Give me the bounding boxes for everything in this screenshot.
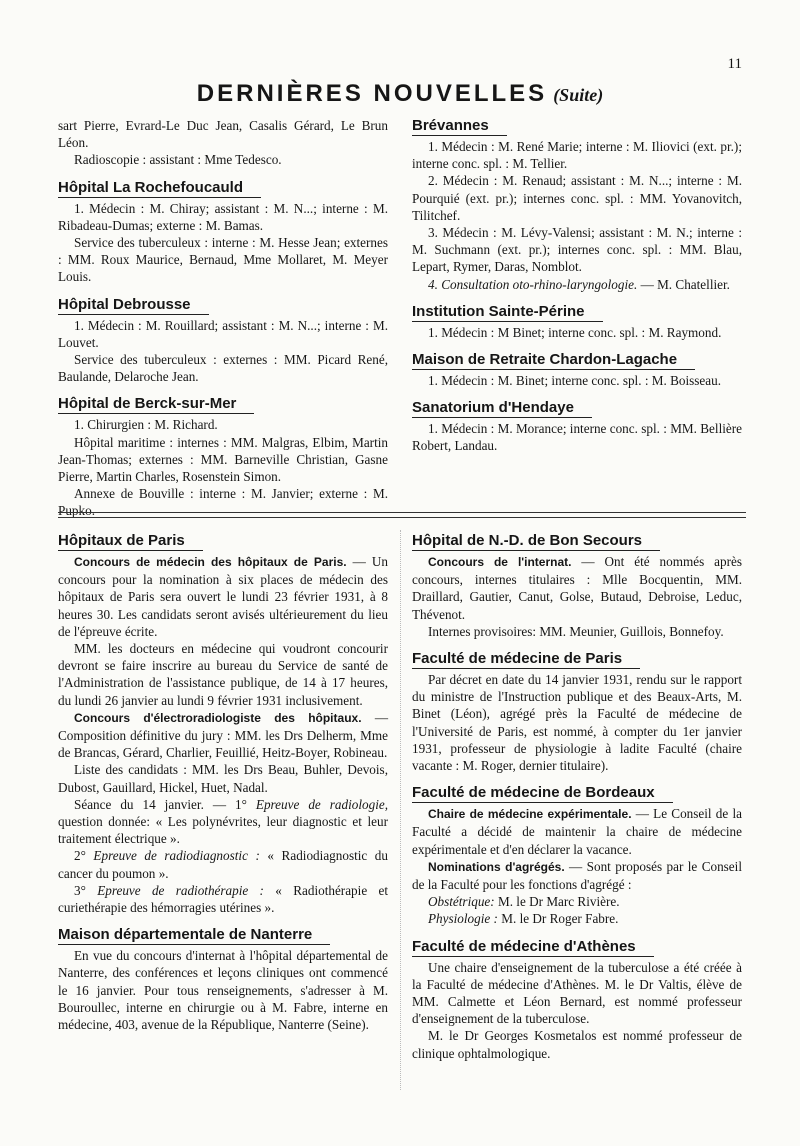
paragraph: Hôpital maritime : internes : MM. Malgras, Elbim, Martin Jean-Thomas; externes : MM. Barneville Christian, Gasne Pierre, Martin Charles, Rosenstein Simon.: [58, 434, 388, 485]
divider: [58, 517, 746, 518]
section-heading: Hôpitaux de Paris: [58, 532, 203, 551]
text: M. le Dr Marc Rivière.: [494, 894, 620, 910]
paragraph: 1. Chirurgien : M. Richard.: [74, 417, 218, 433]
paragraph: [412, 910, 742, 927]
section-faculte-athenes: [412, 938, 742, 1062]
text: — Ont été nommés après concours, internes titulaires : Mlle Bocquentin, MM. Draillard, Gautier, Canut, Golse, Butaud, Debroise, Leduc, Thévenot.: [412, 554, 743, 622]
paragraph: [58, 553, 388, 640]
paragraph: 1. Médecin : M. Morance; interne conc. spl. : MM. Bellière Robert, Landau.: [412, 421, 742, 454]
paragraph: Annexe de Bouville : interne : M. Janvier; externe : M. Pupko.: [58, 486, 388, 519]
paragraph: Internes provisoires: MM. Meunier, Guillois, Bonnefoy.: [428, 623, 724, 639]
section-nanterre: [58, 926, 388, 1033]
section-heading: Faculté de médecine de Bordeaux: [412, 784, 673, 803]
section-bon-secours: [412, 532, 742, 640]
paragraph: 2. Médecin : M. Renaud; assistant : M. N...; interne : M. Pourquié (ext. pr.); internes conc. spl. : MM. Yovanovitch, Tilitchef.: [412, 173, 742, 223]
section-heading: Hôpital de Berck-sur-Mer: [58, 395, 254, 414]
text: — M. Chatellier.: [637, 276, 730, 292]
section-heading: Sanatorium d'Hendaye: [412, 399, 592, 418]
sub-heading: Concours de l'internat.: [428, 555, 572, 569]
paragraph: 1. Médecin : M. Chiray; assistant : M. N...; interne : M. Ribadeau-Dumas; externe : M. Bamas.: [58, 200, 388, 233]
text: Séance du 14 janvier. — 1°: [74, 796, 256, 812]
text: question donnée: « Les polynévrites, leur diagnostic et leur traitement électrique ».: [58, 814, 388, 847]
italic-text: Epreuve de radiologie,: [255, 796, 389, 812]
paragraph: [412, 858, 742, 893]
top-right-column: [412, 117, 742, 465]
section-debrousse: [58, 296, 388, 386]
title-suite: (Suite): [553, 85, 604, 105]
text: — Le Conseil de la Faculté a décidé de maintenir la chaire de médecine expérimentale et d'en déclarer la vacance.: [412, 806, 742, 857]
paragraph: MM. les docteurs en médecine qui voudront concourir devront se faire inscrire au bureau du Service de santé de l'Administration de l'assistance publique, de 14 à 17 heures, du lundi 26 janvier au lundi 9 février 1931 inclusivement.: [58, 641, 388, 708]
section-heading: Maison départementale de Nanterre: [58, 926, 330, 945]
sub-heading: Chaire de médecine expérimentale.: [428, 807, 632, 822]
section-berck: [58, 395, 388, 519]
section-heading: Maison de Retraite Chardon-Lagache: [412, 351, 695, 370]
column-separator: [400, 530, 401, 1090]
section-heading: Institution Sainte-Périne: [412, 303, 603, 322]
paragraph: Service des tuberculeux : interne : M. Hesse Jean; externes : MM. Roux Maurice, Bernaud, Mme Mollaret, M. Meyer Louis.: [58, 235, 388, 285]
paragraph: Service des tuberculeux : externes : MM. Picard René, Baulande, Delaroche Jean.: [58, 352, 388, 385]
intro-section: [58, 117, 388, 169]
text: M. le Dr Roger Fabre.: [497, 911, 619, 927]
section-heading: Hôpital La Rochefoucauld: [58, 179, 261, 198]
text: — Un concours pour la nomination à six places de médecin des hôpitaux de Paris sera ouvert le lundi 23 février 1931, à 8 heures 30. Les candidats seront avisés ultérieurement du lieu de l'épreuve écrite.: [58, 554, 388, 639]
bottom-left-column: [58, 532, 388, 1043]
section-heading: Brévannes: [412, 117, 507, 136]
paragraph: En vue du concours d'internat à l'hôpital départemental de Nanterre, des conférences et leçons cliniques ont commencé le 16 janvier. Pour tous renseignements, s'adresser à M. Bouroullec, interne en chirurgie ou à M. Fabre, interne en médecine, 403, avenue de la République, Nanterre (Seine).: [58, 948, 388, 1033]
sub-heading: Concours de médecin des hôpitaux de Paris.: [74, 555, 347, 569]
intro-line-2: Radioscopie : assistant : Mme Tedesco.: [74, 152, 282, 168]
section-rochefoucauld: [58, 179, 388, 286]
paragraph: M. le Dr Georges Kosmetalos est nommé professeur de clinique ophtalmologique.: [412, 1028, 742, 1061]
italic-text: Epreuve de radiothérapie :: [97, 882, 264, 898]
bottom-right-column: [412, 532, 742, 1072]
italic-text: Epreuve de radiodiagnostic :: [93, 848, 260, 864]
section-faculte-bordeaux: [412, 784, 742, 927]
paragraph: Par décret en date du 14 janvier 1931, rendu sur le rapport du ministre de l'Instruction publique et des Beaux-Arts, M. Binet (Léon), agrégé près la Faculté de médecine de l'Université de Paris, est nommé, à compter du 1er janvier 1931, professeur de physiologie à ladite Faculté (chaire vacante : M. Roger, dernier titulaire).: [412, 672, 742, 774]
paragraph: [58, 796, 388, 848]
paragraph: [412, 276, 742, 293]
paragraph: [58, 882, 388, 916]
paragraph: [58, 847, 388, 881]
paragraph: Une chaire d'enseignement de la tuberculose a été créée à la Faculté de médecine d'Athènes. M. le Dr Valtis, élève de MM. Calmette et Léon Bernard, est nommé professeur d'enseignement de la tuberculose.: [412, 959, 742, 1027]
paragraph: [412, 805, 742, 858]
paragraph: [58, 709, 388, 762]
section-heading: Faculté de médecine d'Athènes: [412, 938, 654, 957]
page-number: 11: [727, 56, 742, 72]
text: 2°: [74, 848, 94, 864]
paragraph: Liste des candidats : MM. les Drs Beau, Buhler, Devois, Dubost, Gauillard, Hickel, Huet, Nadal.: [58, 762, 388, 795]
paragraph: 1. Médecin : M. René Marie; interne : M. Iliovici (ext. pr.); interne conc. spl. : M. Tellier.: [412, 139, 742, 172]
italic-text: Physiologie :: [428, 911, 498, 927]
paragraph: 3. Médecin : M. Lévy-Valensi; assistant : M. N.; interne : M. Suchmann (ext. pr.); internes conc. spl. : MM. Blau, Lepart, Rymer, Daras, Nomblot.: [412, 225, 742, 275]
page-title: [0, 80, 800, 108]
section-chardon-lagache: [412, 351, 742, 389]
italic-text: 4. Consultation oto-rhino-laryngologie.: [428, 276, 638, 292]
section-hopitaux-paris: [58, 532, 388, 916]
section-sainte-perine: [412, 303, 742, 341]
section-brevannes: [412, 117, 742, 293]
title-text: DERNIÈRES NOUVELLES: [196, 80, 548, 107]
section-heading: Hôpital de N.-D. de Bon Secours: [412, 532, 660, 551]
section-faculte-paris: [412, 650, 742, 774]
paragraph: 1. Médecin : M Binet; interne conc. spl. : M. Raymond.: [428, 324, 722, 340]
text: — Sont proposés par le Conseil de la Faculté pour les fonctions d'agrégé :: [412, 858, 742, 893]
text: — Composition définitive du jury : MM. les Drs Delherm, Mme de Brancas, Gérard, Charlier, Feuillié, Heitz-Boyer, Robineau.: [58, 709, 389, 761]
paragraph: 1. Médecin : M. Binet; interne conc. spl. : M. Boisseau.: [428, 373, 722, 389]
section-hendaye: [412, 399, 742, 454]
sub-heading: Nominations d'agrégés.: [428, 859, 565, 874]
intro-line-1: sart Pierre, Evrard-Le Duc Jean, Casalis Gérard, Le Brun Léon.: [58, 118, 388, 151]
italic-text: Obstétrique:: [428, 894, 495, 910]
paragraph: 1. Médecin : M. Rouillard; assistant : M. N...; interne : M. Louvet.: [58, 317, 388, 350]
text: « Radiodiagnostic du cancer du poumon ».: [58, 848, 388, 881]
divider: [58, 512, 746, 513]
text: 3°: [74, 882, 98, 898]
section-heading: Faculté de médecine de Paris: [412, 650, 640, 669]
section-heading: Hôpital Debrousse: [58, 296, 209, 315]
top-left-column: [58, 117, 388, 530]
sub-heading: Concours d'électroradiologiste des hôpitaux.: [74, 710, 362, 725]
paragraph: [412, 893, 742, 910]
text: « Radiothérapie et curiethérapie des hémorragies utérines ».: [58, 882, 389, 916]
paragraph: [412, 553, 742, 623]
